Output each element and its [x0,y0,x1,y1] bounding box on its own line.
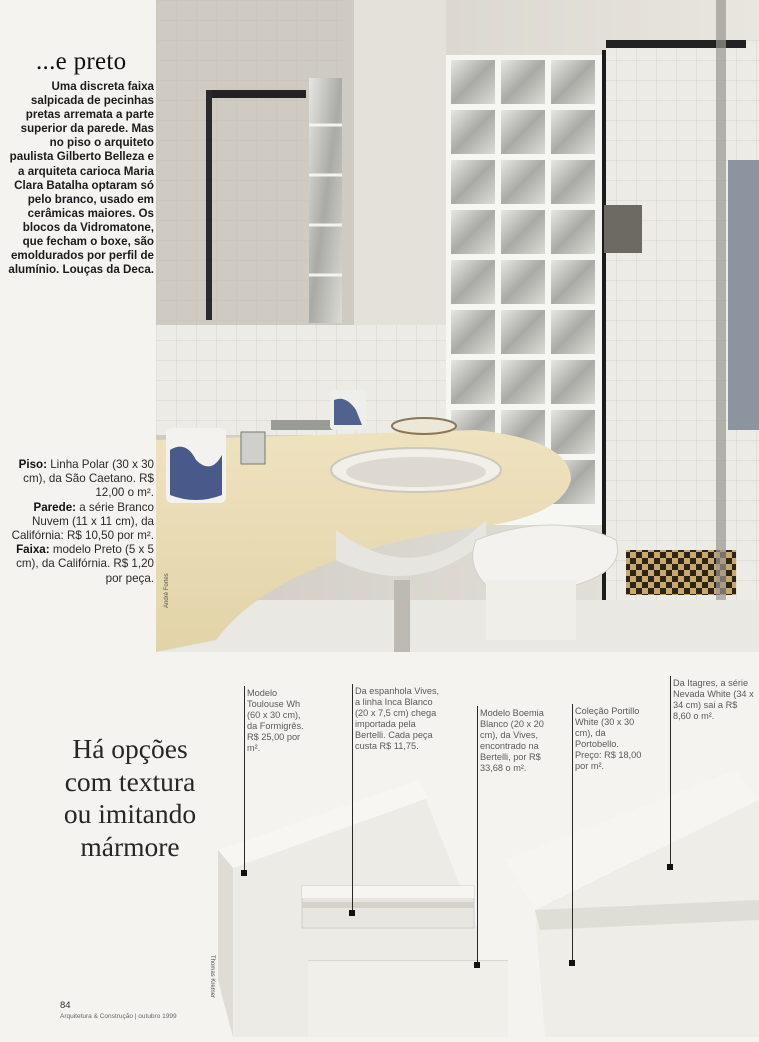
callout-boemia-line [477,706,478,964]
tile-sample-portillo [505,770,759,1037]
spec-faixa-label: Faixa: [16,543,50,557]
spec-parede [4,501,154,544]
callout-nevada-marker [667,864,673,870]
callout-inca: Da espanhola Vives, a linha Inca Blanco (20 x 7,5 cm) chega importada pela Bertelli. Cada peça custa R$ 11,75. [355,686,440,751]
callout-inca-line [352,684,353,912]
article-intro: Uma discreta faixa salpicada de pecinhas pretas arremata a parte superior da parede. Mas no piso o arquiteto paulista Gilberto Belleza e a arquiteta carioca Maria Clara Batalha optaram só pelo branco, usado em cerâmicas maiores. Os blocos da Vidromatone, que fecham o boxe, são emoldurados por perfil de alumínio. Louças da Deca. [8,80,154,277]
tile-portillo-shape [505,770,759,1037]
spec-faixa [4,543,154,586]
heading-line-4: mármore [80,830,180,862]
heading-line-2: com textura [64,765,196,797]
callout-nevada-line [670,676,671,868]
heading-line-3: ou imitando [63,798,197,829]
heading-line-1: Há opções [72,733,188,764]
article-title: ...e preto [36,48,127,75]
callout-boemia-marker [474,962,480,968]
callout-boemia: Modelo Boemia Blanco (20 x 20 cm), da Vives, encontrado na Bertelli, por R$ 33,68 o m². [480,708,544,773]
bottom-photo-credit: Thomas Kremer [209,955,215,999]
spec-parede-label: Parede: [33,500,76,514]
spec-piso [4,458,154,501]
article-specs [4,458,154,586]
callout-nevada: Da Itagres, a série Nevada White (34 x 34 cm) sai a R$ 8,60 o m². [673,678,754,721]
magazine-footer: Arquitetura & Construção | outubro 1999 [60,1013,177,1020]
spec-faixa-text: modelo Preto (5 x 5 cm), da Califórnia. R$ 1,20 por peça. [16,543,154,585]
section-heading [40,733,220,863]
bathroom-photo [156,0,759,652]
tile-sample-boemia [308,960,508,1037]
callout-toulouse: Modelo Toulouse Wh (60 x 30 cm), da Formigrês. R$ 25,00 por m². [247,688,304,753]
callout-inca-marker [349,910,355,916]
tile-boemia-shape [308,960,508,1037]
callout-portillo-marker [569,960,575,966]
spec-parede-text: a série Branco Nuvem (11 x 11 cm), da Califórnia: R$ 10,50 por m². [11,500,154,543]
tile-inca-shape [298,880,478,935]
callout-toulouse-marker [241,870,247,876]
page-number: 84 [60,1000,71,1011]
tile-sample-inca [298,880,478,935]
spec-piso-text: Linha Polar (30 x 30 cm), da São Caetano. R$ 12,00 o m². [23,458,154,500]
callout-portillo: Coleção Portillo White (30 x 30 cm), da Portobello. Preço: R$ 18,00 por m². [575,706,642,771]
callout-portillo-line [572,704,573,962]
photo-credit: André Fortes [164,573,170,608]
spec-piso-label: Piso: [18,458,47,471]
bathroom-illustration [156,0,759,652]
callout-toulouse-line [244,686,245,872]
